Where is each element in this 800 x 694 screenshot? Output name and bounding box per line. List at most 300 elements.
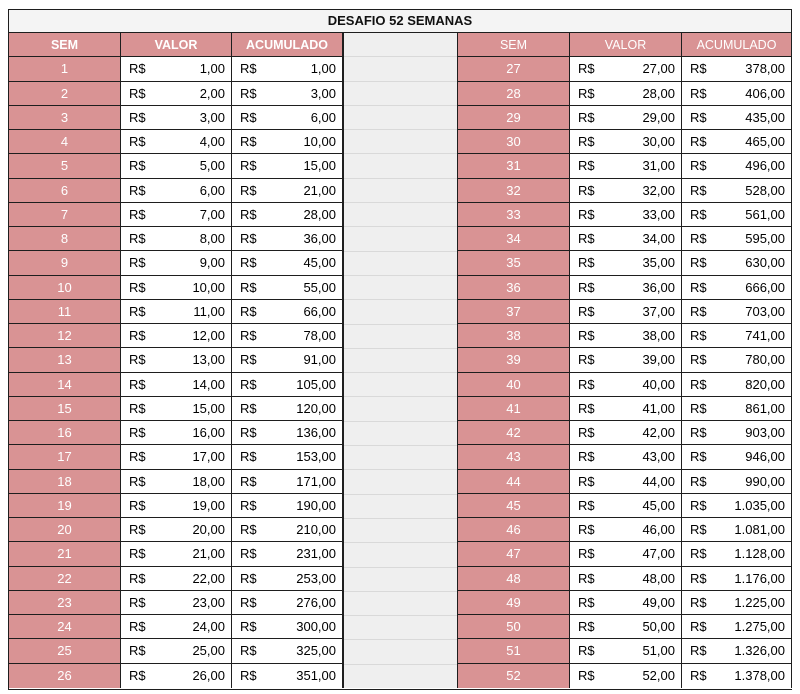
valor-cell xyxy=(570,348,682,371)
currency-label: R$ xyxy=(129,425,146,441)
acumulado-value: 1.176,00 xyxy=(734,570,785,586)
acumulado-value: 66,00 xyxy=(303,303,336,319)
currency-label: R$ xyxy=(690,61,707,77)
currency-label: R$ xyxy=(578,328,595,344)
currency-label: R$ xyxy=(240,594,257,610)
acumulado-cell xyxy=(232,203,343,226)
currency-label: R$ xyxy=(240,182,257,198)
currency-label: R$ xyxy=(690,303,707,319)
acumulado-cell xyxy=(682,130,792,153)
header-valor: VALOR xyxy=(121,33,232,56)
table-row xyxy=(458,324,792,348)
currency-label: R$ xyxy=(578,109,595,125)
valor-value: 1,00 xyxy=(199,61,225,77)
acumulado-value: 210,00 xyxy=(296,522,336,538)
currency-label: R$ xyxy=(129,109,146,125)
currency-label: R$ xyxy=(129,473,146,489)
valor-value: 27,00 xyxy=(642,61,675,77)
table-row xyxy=(458,542,792,566)
sem-cell: 10 xyxy=(9,276,121,299)
valor-cell xyxy=(121,615,232,638)
valor-cell xyxy=(121,106,232,129)
valor-value: 40,00 xyxy=(642,376,675,392)
sem-cell: 11 xyxy=(9,300,121,323)
acumulado-cell xyxy=(232,567,343,590)
sem-cell: 6 xyxy=(9,179,121,202)
sem-cell: 35 xyxy=(458,251,570,274)
sem-cell: 38 xyxy=(458,324,570,347)
sem-cell: 45 xyxy=(458,494,570,517)
table-row xyxy=(9,179,343,203)
currency-label: R$ xyxy=(690,425,707,441)
currency-label: R$ xyxy=(578,400,595,416)
table-row xyxy=(458,106,792,130)
table-row xyxy=(9,445,343,469)
acumulado-cell xyxy=(682,276,792,299)
currency-label: R$ xyxy=(129,400,146,416)
table-row xyxy=(458,445,792,469)
currency-label: R$ xyxy=(240,206,257,222)
sem-cell: 43 xyxy=(458,445,570,468)
table-row xyxy=(458,130,792,154)
valor-value: 2,00 xyxy=(199,85,225,101)
table-row xyxy=(458,518,792,542)
valor-value: 37,00 xyxy=(642,303,675,319)
currency-label: R$ xyxy=(240,85,257,101)
sem-cell: 4 xyxy=(9,130,121,153)
valor-value: 52,00 xyxy=(642,668,675,684)
acumulado-cell xyxy=(232,324,343,347)
table-row xyxy=(9,542,343,566)
valor-cell xyxy=(121,300,232,323)
currency-label: R$ xyxy=(690,352,707,368)
sem-cell: 18 xyxy=(9,470,121,493)
table-row xyxy=(9,494,343,518)
valor-value: 4,00 xyxy=(199,134,225,150)
valor-value: 49,00 xyxy=(642,594,675,610)
table-row xyxy=(9,57,343,81)
sem-cell: 36 xyxy=(458,276,570,299)
acumulado-value: 1.128,00 xyxy=(734,546,785,562)
sem-cell: 15 xyxy=(9,397,121,420)
valor-value: 3,00 xyxy=(199,109,225,125)
valor-value: 28,00 xyxy=(642,85,675,101)
valor-cell xyxy=(570,591,682,614)
sem-cell: 34 xyxy=(458,227,570,250)
valor-value: 18,00 xyxy=(192,473,225,489)
sem-cell: 42 xyxy=(458,421,570,444)
acumulado-value: 561,00 xyxy=(745,206,785,222)
left-table xyxy=(9,33,343,688)
acumulado-value: 300,00 xyxy=(296,619,336,635)
currency-label: R$ xyxy=(240,352,257,368)
valor-value: 20,00 xyxy=(192,522,225,538)
sem-cell: 46 xyxy=(458,518,570,541)
acumulado-value: 990,00 xyxy=(745,473,785,489)
valor-value: 43,00 xyxy=(642,449,675,465)
separator-cell xyxy=(344,446,457,470)
separator-cell xyxy=(344,130,457,154)
currency-label: R$ xyxy=(690,668,707,684)
currency-label: R$ xyxy=(578,376,595,392)
separator-cell xyxy=(344,640,457,664)
sem-cell: 25 xyxy=(9,639,121,662)
valor-cell xyxy=(570,300,682,323)
currency-label: R$ xyxy=(578,497,595,513)
acumulado-cell xyxy=(232,179,343,202)
valor-value: 44,00 xyxy=(642,473,675,489)
currency-label: R$ xyxy=(240,643,257,659)
acumulado-cell xyxy=(682,251,792,274)
acumulado-value: 171,00 xyxy=(296,473,336,489)
valor-cell xyxy=(570,397,682,420)
currency-label: R$ xyxy=(690,231,707,247)
acumulado-cell xyxy=(232,421,343,444)
table-row xyxy=(458,373,792,397)
separator-cell xyxy=(344,33,457,57)
currency-label: R$ xyxy=(690,473,707,489)
separator-cell xyxy=(344,203,457,227)
valor-cell xyxy=(121,251,232,274)
valor-value: 50,00 xyxy=(642,619,675,635)
separator-cell xyxy=(344,325,457,349)
currency-label: R$ xyxy=(690,328,707,344)
currency-label: R$ xyxy=(240,570,257,586)
valor-value: 46,00 xyxy=(642,522,675,538)
sem-cell: 33 xyxy=(458,203,570,226)
table-row xyxy=(9,154,343,178)
valor-value: 31,00 xyxy=(642,158,675,174)
currency-label: R$ xyxy=(578,255,595,271)
acumulado-cell xyxy=(232,348,343,371)
table-row xyxy=(458,567,792,591)
valor-value: 13,00 xyxy=(192,352,225,368)
currency-label: R$ xyxy=(690,594,707,610)
header-sem: SEM xyxy=(458,33,570,56)
valor-cell xyxy=(121,470,232,493)
separator-cell xyxy=(344,470,457,494)
sem-cell: 1 xyxy=(9,57,121,80)
acumulado-cell xyxy=(682,57,792,80)
valor-cell xyxy=(570,324,682,347)
sem-cell: 8 xyxy=(9,227,121,250)
sem-cell: 50 xyxy=(458,615,570,638)
sem-cell: 5 xyxy=(9,154,121,177)
valor-value: 39,00 xyxy=(642,352,675,368)
sem-cell: 12 xyxy=(9,324,121,347)
currency-label: R$ xyxy=(690,400,707,416)
currency-label: R$ xyxy=(240,231,257,247)
acumulado-cell xyxy=(682,203,792,226)
valor-value: 15,00 xyxy=(192,400,225,416)
acumulado-value: 435,00 xyxy=(745,109,785,125)
currency-label: R$ xyxy=(578,182,595,198)
currency-label: R$ xyxy=(240,303,257,319)
separator-cell xyxy=(344,349,457,373)
table-row xyxy=(458,276,792,300)
sem-cell: 22 xyxy=(9,567,121,590)
acumulado-cell xyxy=(232,470,343,493)
acumulado-value: 741,00 xyxy=(745,328,785,344)
currency-label: R$ xyxy=(690,85,707,101)
acumulado-cell xyxy=(232,251,343,274)
acumulado-value: 36,00 xyxy=(303,231,336,247)
acumulado-value: 351,00 xyxy=(296,668,336,684)
currency-label: R$ xyxy=(129,522,146,538)
page-title: DESAFIO 52 SEMANAS xyxy=(9,10,792,33)
currency-label: R$ xyxy=(578,85,595,101)
header-sem: SEM xyxy=(9,33,121,56)
valor-cell xyxy=(121,348,232,371)
acumulado-cell xyxy=(682,664,792,688)
acumulado-cell xyxy=(232,542,343,565)
currency-label: R$ xyxy=(690,206,707,222)
currency-label: R$ xyxy=(129,497,146,513)
acumulado-cell xyxy=(232,397,343,420)
separator-cell xyxy=(344,519,457,543)
valor-cell xyxy=(121,591,232,614)
sem-cell: 21 xyxy=(9,542,121,565)
acumulado-value: 136,00 xyxy=(296,425,336,441)
table-row xyxy=(9,470,343,494)
sem-cell: 23 xyxy=(9,591,121,614)
acumulado-value: 1.225,00 xyxy=(734,594,785,610)
acumulado-value: 946,00 xyxy=(745,449,785,465)
acumulado-cell xyxy=(682,567,792,590)
valor-cell xyxy=(570,276,682,299)
currency-label: R$ xyxy=(240,158,257,174)
valor-cell xyxy=(570,130,682,153)
sem-cell: 27 xyxy=(458,57,570,80)
acumulado-cell xyxy=(682,348,792,371)
valor-cell xyxy=(570,494,682,517)
valor-value: 24,00 xyxy=(192,619,225,635)
acumulado-value: 190,00 xyxy=(296,497,336,513)
acumulado-cell xyxy=(682,82,792,105)
acumulado-value: 1.035,00 xyxy=(734,497,785,513)
valor-cell xyxy=(121,397,232,420)
valor-value: 51,00 xyxy=(642,643,675,659)
currency-label: R$ xyxy=(578,303,595,319)
currency-label: R$ xyxy=(578,231,595,247)
currency-label: R$ xyxy=(578,352,595,368)
valor-value: 11,00 xyxy=(193,303,225,319)
sem-cell: 3 xyxy=(9,106,121,129)
table-row xyxy=(458,615,792,639)
sem-cell: 29 xyxy=(458,106,570,129)
acumulado-value: 28,00 xyxy=(303,206,336,222)
currency-label: R$ xyxy=(240,376,257,392)
table-row xyxy=(9,421,343,445)
acumulado-cell xyxy=(232,130,343,153)
currency-label: R$ xyxy=(129,643,146,659)
valor-cell xyxy=(121,567,232,590)
valor-cell xyxy=(121,57,232,80)
separator-cell xyxy=(344,154,457,178)
currency-label: R$ xyxy=(240,449,257,465)
valor-value: 17,00 xyxy=(192,449,225,465)
acumulado-value: 276,00 xyxy=(296,594,336,610)
valor-cell xyxy=(570,179,682,202)
acumulado-cell xyxy=(682,470,792,493)
acumulado-cell xyxy=(232,373,343,396)
table-row xyxy=(458,494,792,518)
savings-table xyxy=(8,9,792,690)
separator-cell xyxy=(344,568,457,592)
sem-cell: 30 xyxy=(458,130,570,153)
acumulado-value: 703,00 xyxy=(745,303,785,319)
sem-cell: 31 xyxy=(458,154,570,177)
acumulado-value: 1.326,00 xyxy=(734,643,785,659)
table-row xyxy=(458,591,792,615)
sem-cell: 7 xyxy=(9,203,121,226)
acumulado-value: 231,00 xyxy=(296,546,336,562)
valor-cell xyxy=(570,567,682,590)
table-row xyxy=(9,227,343,251)
currency-label: R$ xyxy=(578,206,595,222)
valor-cell xyxy=(121,227,232,250)
sem-cell: 16 xyxy=(9,421,121,444)
valor-cell xyxy=(121,276,232,299)
valor-cell xyxy=(121,130,232,153)
separator-cell xyxy=(344,276,457,300)
valor-value: 12,00 xyxy=(192,328,225,344)
acumulado-value: 595,00 xyxy=(745,231,785,247)
currency-label: R$ xyxy=(690,376,707,392)
table-row xyxy=(458,154,792,178)
currency-label: R$ xyxy=(578,594,595,610)
valor-value: 19,00 xyxy=(192,497,225,513)
currency-label: R$ xyxy=(578,279,595,295)
separator-cell xyxy=(344,227,457,251)
valor-value: 21,00 xyxy=(192,546,225,562)
currency-label: R$ xyxy=(690,134,707,150)
valor-cell xyxy=(121,445,232,468)
currency-label: R$ xyxy=(129,668,146,684)
currency-label: R$ xyxy=(129,619,146,635)
valor-value: 36,00 xyxy=(642,279,675,295)
valor-cell xyxy=(121,518,232,541)
currency-label: R$ xyxy=(690,109,707,125)
acumulado-value: 3,00 xyxy=(310,85,336,101)
sem-cell: 14 xyxy=(9,373,121,396)
currency-label: R$ xyxy=(240,61,257,77)
valor-value: 42,00 xyxy=(642,425,675,441)
table-row xyxy=(9,615,343,639)
valor-cell xyxy=(121,324,232,347)
acumulado-cell xyxy=(682,373,792,396)
currency-label: R$ xyxy=(129,303,146,319)
valor-value: 5,00 xyxy=(199,158,225,174)
valor-cell xyxy=(570,57,682,80)
currency-label: R$ xyxy=(578,158,595,174)
acumulado-value: 105,00 xyxy=(296,376,336,392)
currency-label: R$ xyxy=(578,668,595,684)
currency-label: R$ xyxy=(578,546,595,562)
table-row xyxy=(9,664,343,688)
valor-cell xyxy=(570,227,682,250)
acumulado-value: 1,00 xyxy=(310,61,336,77)
table-row xyxy=(458,203,792,227)
currency-label: R$ xyxy=(690,643,707,659)
table-row xyxy=(9,276,343,300)
currency-label: R$ xyxy=(578,522,595,538)
currency-label: R$ xyxy=(129,570,146,586)
table-row xyxy=(458,179,792,203)
valor-cell xyxy=(570,106,682,129)
valor-value: 16,00 xyxy=(192,425,225,441)
acumulado-value: 496,00 xyxy=(745,158,785,174)
acumulado-cell xyxy=(682,542,792,565)
acumulado-value: 465,00 xyxy=(745,134,785,150)
acumulado-cell xyxy=(232,106,343,129)
acumulado-cell xyxy=(232,591,343,614)
currency-label: R$ xyxy=(690,279,707,295)
separator-cell xyxy=(344,665,457,688)
currency-label: R$ xyxy=(240,668,257,684)
acumulado-cell xyxy=(682,615,792,638)
table-row xyxy=(9,251,343,275)
table-row xyxy=(458,470,792,494)
acumulado-cell xyxy=(682,591,792,614)
acumulado-cell xyxy=(232,154,343,177)
acumulado-cell xyxy=(682,639,792,662)
currency-label: R$ xyxy=(578,570,595,586)
valor-value: 9,00 xyxy=(199,255,225,271)
acumulado-cell xyxy=(232,518,343,541)
currency-label: R$ xyxy=(690,182,707,198)
acumulado-cell xyxy=(232,664,343,688)
valor-value: 38,00 xyxy=(642,328,675,344)
currency-label: R$ xyxy=(240,619,257,635)
currency-label: R$ xyxy=(690,497,707,513)
valor-cell xyxy=(570,615,682,638)
currency-label: R$ xyxy=(129,61,146,77)
table-row xyxy=(9,300,343,324)
currency-label: R$ xyxy=(129,85,146,101)
acumulado-cell xyxy=(232,276,343,299)
currency-label: R$ xyxy=(129,158,146,174)
table-row xyxy=(9,373,343,397)
separator-cell xyxy=(344,543,457,567)
acumulado-cell xyxy=(682,445,792,468)
valor-value: 47,00 xyxy=(642,546,675,562)
currency-label: R$ xyxy=(129,279,146,295)
acumulado-cell xyxy=(232,57,343,80)
currency-label: R$ xyxy=(129,594,146,610)
valor-cell xyxy=(121,373,232,396)
currency-label: R$ xyxy=(690,570,707,586)
acumulado-value: 21,00 xyxy=(303,182,336,198)
acumulado-cell xyxy=(682,518,792,541)
table-row xyxy=(9,324,343,348)
valor-value: 30,00 xyxy=(642,134,675,150)
currency-label: R$ xyxy=(129,255,146,271)
sem-cell: 2 xyxy=(9,82,121,105)
acumulado-cell xyxy=(232,227,343,250)
currency-label: R$ xyxy=(240,109,257,125)
acumulado-cell xyxy=(682,154,792,177)
table-row xyxy=(458,421,792,445)
sem-cell: 40 xyxy=(458,373,570,396)
acumulado-value: 780,00 xyxy=(745,352,785,368)
table-row xyxy=(458,639,792,663)
valor-cell xyxy=(121,154,232,177)
currency-label: R$ xyxy=(240,425,257,441)
valor-cell xyxy=(570,445,682,468)
valor-value: 26,00 xyxy=(192,668,225,684)
header-acumulado: ACUMULADO xyxy=(682,33,792,56)
